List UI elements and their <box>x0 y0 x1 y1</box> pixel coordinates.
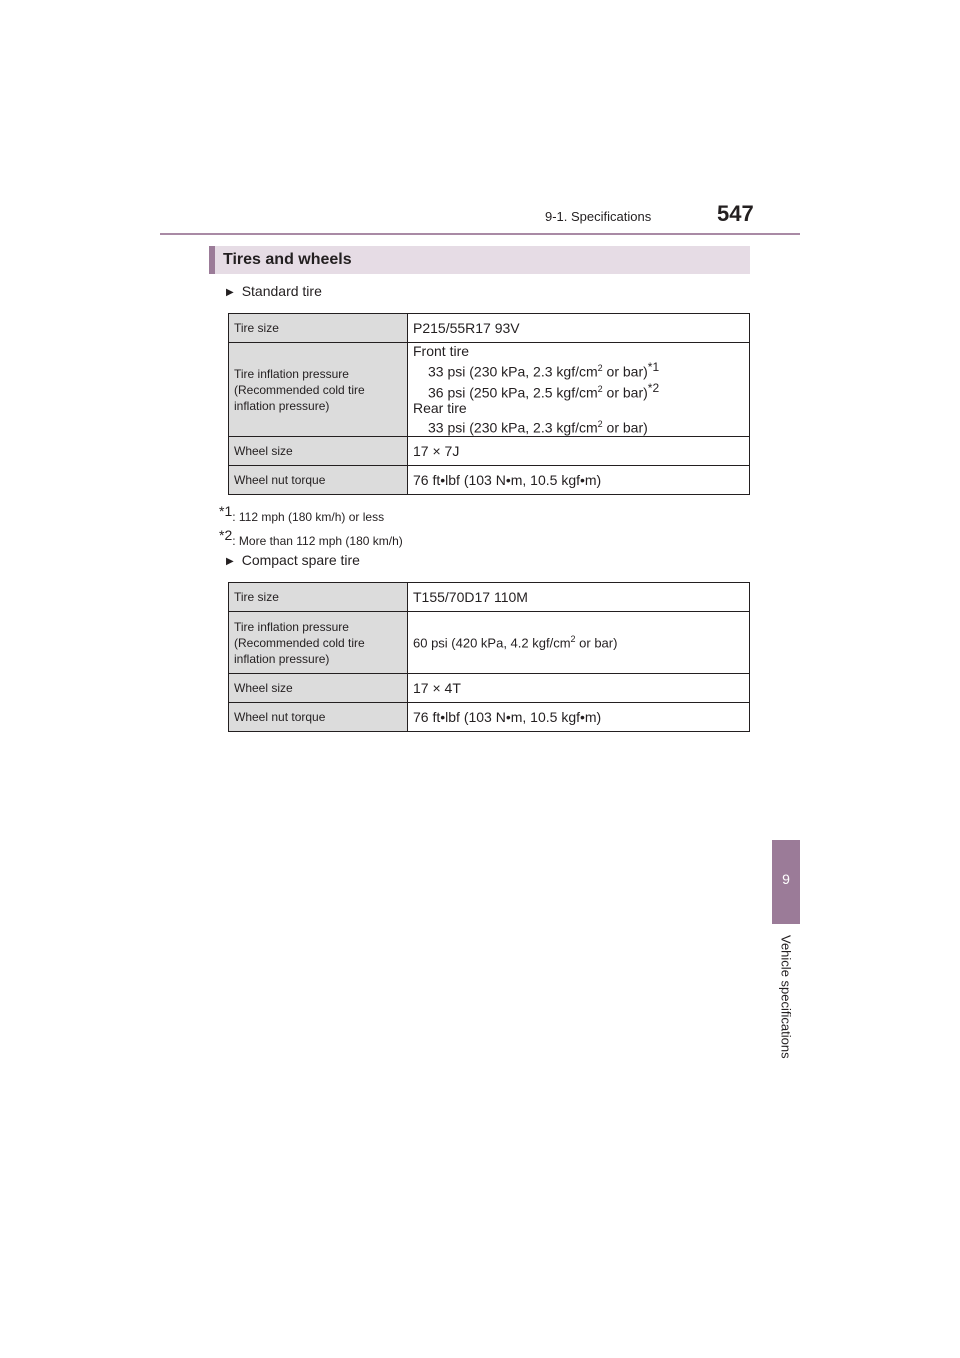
table-row <box>229 437 750 466</box>
wheel-size-label: Wheel size <box>229 674 408 703</box>
inflation-pressure-label-line-3: inflation pressure) <box>234 651 330 666</box>
wheel-nut-torque-label: Wheel nut torque <box>229 466 408 495</box>
wheel-nut-torque-label: Wheel nut torque <box>229 703 408 732</box>
header-rule <box>160 233 800 235</box>
inflation-pressure-label <box>229 343 408 437</box>
tire-size-value: P215/55R17 93V <box>408 314 750 343</box>
table-row <box>229 466 750 495</box>
front-tire-label: Front tire <box>413 343 470 360</box>
wheel-size-label: Wheel size <box>229 437 408 466</box>
inflation-pressure-value: 60 psi (420 kPa, 4.2 kgf/$cm^2$ or bar) <box>408 612 750 674</box>
page-number: 547 <box>717 201 754 226</box>
front-tire-pressure-2: 36 psi (250 kPa, 2.5 kgf/$cm^2$ or bar)$^{*2}$ <box>428 380 660 401</box>
wheel-nut-torque-value: 76 ft•lbf (103 N•m, 10.5 kgf•m) <box>408 466 750 495</box>
tire-size-value: T155/70D17 110M <box>408 583 750 612</box>
wheel-size-value: 17 × 4T <box>408 674 750 703</box>
standard-tire-heading <box>226 283 322 299</box>
table-row <box>229 703 750 732</box>
footnote-2: $^{*2}$: More than 112 mph (180 km/h) <box>219 527 403 548</box>
inflation-pressure-label <box>229 612 408 674</box>
footnote-1: $^{*1}$: 112 mph (180 km/h) or less <box>219 503 385 524</box>
table-row <box>229 314 750 343</box>
inflation-pressure-label-line-2: (Recommended cold tire <box>234 382 365 397</box>
section-heading: Tires and wheels <box>223 251 352 268</box>
wheel-nut-torque-value: 76 ft•lbf (103 N•m, 10.5 kgf•m) <box>408 703 750 732</box>
rear-tire-pressure: 33 psi (230 kPa, 2.3 kgf/$cm^2$ or bar) <box>428 419 648 436</box>
standard-tire-table <box>228 313 750 495</box>
rear-tire-label: Rear tire <box>413 400 467 417</box>
compact-spare-heading <box>226 552 360 568</box>
chapter-tab <box>772 840 800 924</box>
inflation-pressure-label-line-3: inflation pressure) <box>234 398 330 413</box>
wheel-size-value: 17 × 7J <box>408 437 750 466</box>
compact-spare-heading-text: Compact spare tire <box>241 552 360 568</box>
table-row <box>229 612 750 674</box>
tire-size-label: Tire size <box>229 583 408 612</box>
triangle-bullet-icon: ▶ <box>226 556 234 567</box>
header-section-title: 9-1. Specifications <box>545 209 652 224</box>
inflation-pressure-label-line-1: Tire inflation pressure <box>234 619 349 634</box>
chapter-number: 9 <box>782 871 790 887</box>
chapter-label: Vehicle specifications <box>778 935 794 1059</box>
table-row <box>229 674 750 703</box>
standard-tire-heading-text: Standard tire <box>241 283 322 299</box>
table-row <box>229 583 750 612</box>
inflation-pressure-value <box>408 343 750 437</box>
inflation-pressure-label-line-2: (Recommended cold tire <box>234 635 365 650</box>
section-heading-bar <box>209 246 750 274</box>
inflation-pressure-label-line-1: Tire inflation pressure <box>234 366 349 381</box>
triangle-bullet-icon: ▶ <box>226 287 234 298</box>
table-row <box>229 343 750 437</box>
section-heading-accent <box>209 246 215 274</box>
front-tire-pressure-1: 33 psi (230 kPa, 2.3 kgf/$cm^2$ or bar)$^{*1}$ <box>428 360 660 380</box>
compact-spare-table <box>228 582 750 732</box>
tire-size-label: Tire size <box>229 314 408 343</box>
